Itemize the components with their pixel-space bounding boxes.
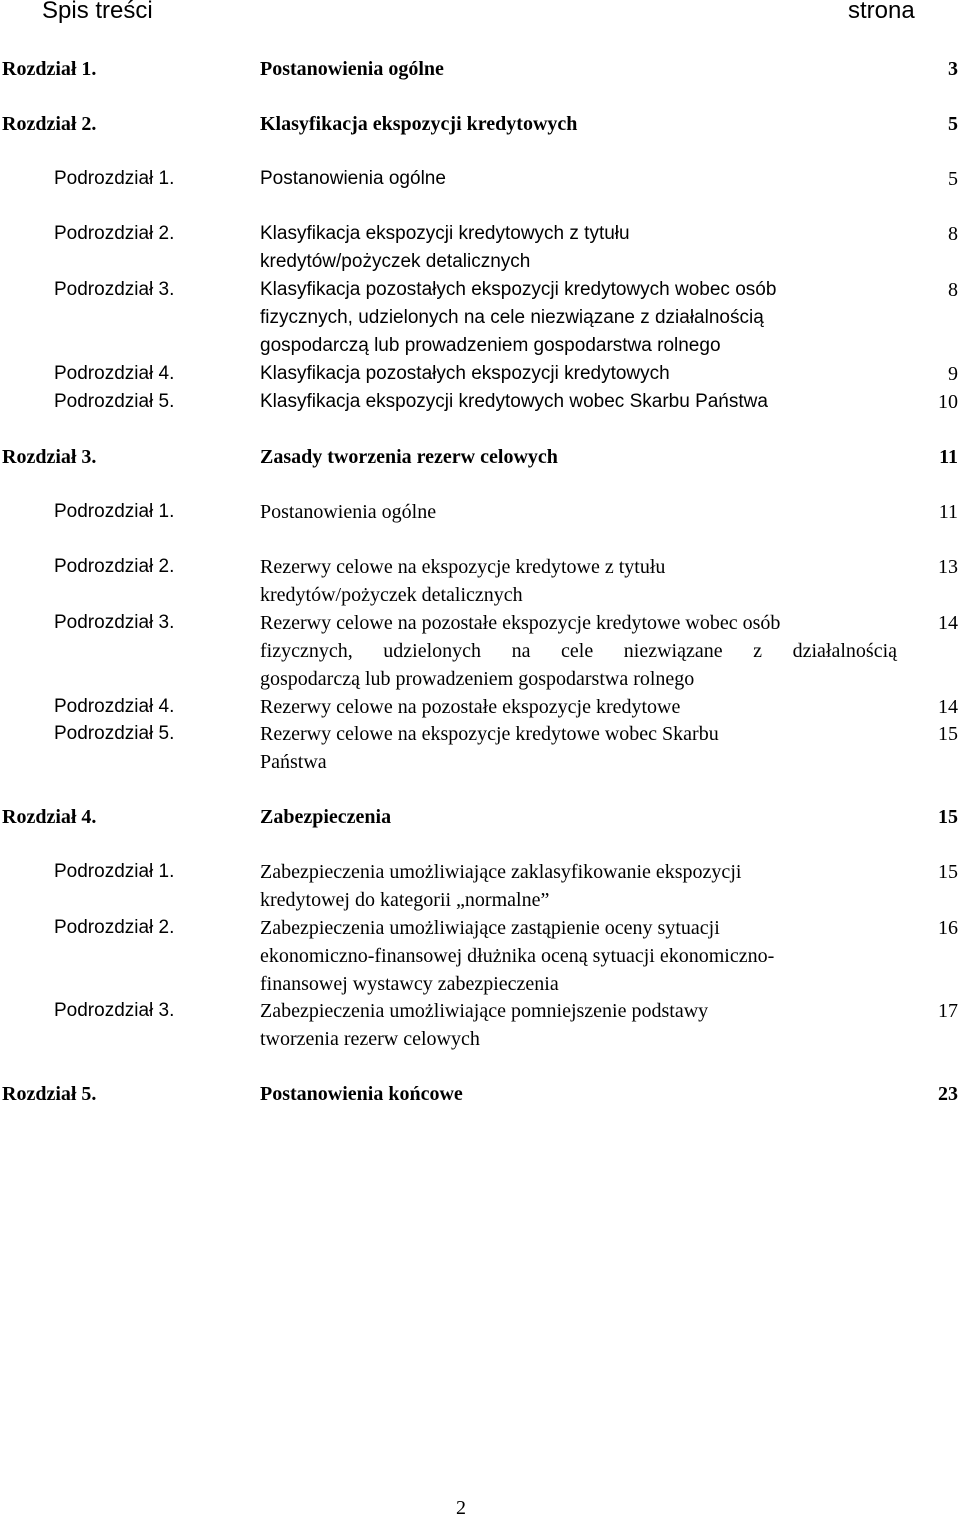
subchapter-4-2-label: Podrozdział 2. [54,917,175,938]
subchapter-2-1-page: 5 [948,168,958,190]
subchapter-3-2-title-line[interactable]: Rezerwy celowe na ekspozycje kredytowe z tytułu [260,556,666,578]
subchapter-4-1-title-line[interactable]: kredytowej do kategorii „normalne” [260,889,550,911]
subchapter-3-4-page: 14 [938,696,958,718]
subchapter-2-3-title-line[interactable]: Klasyfikacja pozostałych ekspozycji kredytowych wobec osób [260,279,777,300]
chapter-2-label: Rozdział 2. [2,113,97,135]
subchapter-2-2-title-line[interactable]: kredytów/pożyczek detalicznych [260,251,531,272]
chapter-4-title[interactable]: Zabezpieczenia [260,806,392,828]
subchapter-3-1-label: Podrozdział 1. [54,501,175,522]
chapter-4-page: 15 [938,806,958,828]
subchapter-4-2-title-line[interactable]: ekonomiczno-finansowej dłużnika oceną sytuacji ekonomiczno- [260,945,775,967]
subchapter-3-5-label: Podrozdział 5. [54,723,175,744]
subchapter-4-2-title-line[interactable]: finansowej wystawcy zabezpieczenia [260,973,559,995]
subchapter-3-3-title-line[interactable]: Rezerwy celowe na pozostałe ekspozycje kredytowe wobec osób [260,612,781,634]
subchapter-3-3-title-line[interactable]: gospodarczą lub prowadzeniem gospodarstwa rolnego [260,668,695,690]
subchapter-3-2-title-line[interactable]: kredytów/pożyczek detalicznych [260,584,523,606]
subchapter-2-2-page: 8 [948,223,958,245]
chapter-1-title[interactable]: Postanowienia ogólne [260,58,444,80]
subchapter-2-4-page: 9 [948,363,958,385]
subchapter-2-3-label: Podrozdział 3. [54,279,175,300]
subchapter-4-1-title-line[interactable]: Zabezpieczenia umożliwiające zaklasyfikowanie ekspozycji [260,861,742,883]
subchapter-4-3-title-line[interactable]: tworzenia rezerw celowych [260,1028,480,1050]
subchapter-3-3-label: Podrozdział 3. [54,612,175,633]
subchapter-3-4-label: Podrozdział 4. [54,696,175,717]
subchapter-2-5-label: Podrozdział 5. [54,391,175,412]
subchapter-3-5-title-line[interactable]: Rezerwy celowe na ekspozycje kredytowe wobec Skarbu [260,723,719,745]
subchapter-2-3-page: 8 [948,279,958,301]
subchapter-4-1-label: Podrozdział 1. [54,861,175,882]
subchapter-2-4-title[interactable]: Klasyfikacja pozostałych ekspozycji kredytowych [260,363,670,384]
chapter-1-label: Rozdział 1. [2,58,97,80]
subchapter-3-3-title-line[interactable]: fizycznych, udzielonych na cele niezwiązane z działalnością [260,640,897,662]
chapter-1-page: 3 [948,58,958,80]
subchapter-3-2-page: 13 [938,556,958,578]
subchapter-4-1-page: 15 [938,861,958,883]
subchapter-2-3-title-line[interactable]: fizycznych, udzielonych na cele niezwiązane z działalnością [260,307,764,328]
subchapter-4-2-page: 16 [938,917,958,939]
chapter-5-page: 23 [938,1083,958,1105]
chapter-2-title[interactable]: Klasyfikacja ekspozycji kredytowych [260,113,578,135]
subchapter-2-3-title-line[interactable]: gospodarczą lub prowadzeniem gospodarstwa rolnego [260,335,721,356]
subchapter-2-1-title[interactable]: Postanowienia ogólne [260,168,446,189]
page-number: 2 [456,1497,466,1519]
subchapter-2-2-title-line[interactable]: Klasyfikacja ekspozycji kredytowych z tytułu [260,223,630,244]
subchapter-3-4-title[interactable]: Rezerwy celowe na pozostałe ekspozycje kredytowe [260,696,681,718]
subchapter-3-5-title-line[interactable]: Państwa [260,751,327,773]
page-column-header: strona [848,0,915,24]
subchapter-4-2-title-line[interactable]: Zabezpieczenia umożliwiające zastąpienie oceny sytuacji [260,917,720,939]
subchapter-2-1-label: Podrozdział 1. [54,168,175,189]
chapter-3-title[interactable]: Zasady tworzenia rezerw celowych [260,446,558,468]
chapter-5-title[interactable]: Postanowienia końcowe [260,1083,463,1105]
subchapter-3-3-page: 14 [938,612,958,634]
subchapter-2-5-title[interactable]: Klasyfikacja ekspozycji kredytowych wobec Skarbu Państwa [260,391,768,412]
toc-title: Spis treści [42,0,153,24]
chapter-3-page: 11 [939,446,958,468]
subchapter-4-3-title-line[interactable]: Zabezpieczenia umożliwiające pomniejszenie podstawy [260,1000,709,1022]
subchapter-2-2-label: Podrozdział 2. [54,223,175,244]
subchapter-4-3-label: Podrozdział 3. [54,1000,175,1021]
subchapter-3-5-page: 15 [938,723,958,745]
subchapter-4-3-page: 17 [938,1000,958,1022]
chapter-2-page: 5 [948,113,958,135]
chapter-5-label: Rozdział 5. [2,1083,97,1105]
chapter-3-label: Rozdział 3. [2,446,97,468]
subchapter-2-5-page: 10 [938,391,958,413]
subchapter-2-4-label: Podrozdział 4. [54,363,175,384]
chapter-4-label: Rozdział 4. [2,806,97,828]
subchapter-3-2-label: Podrozdział 2. [54,556,175,577]
subchapter-3-1-title[interactable]: Postanowienia ogólne [260,501,437,523]
subchapter-3-1-page: 11 [938,501,958,523]
